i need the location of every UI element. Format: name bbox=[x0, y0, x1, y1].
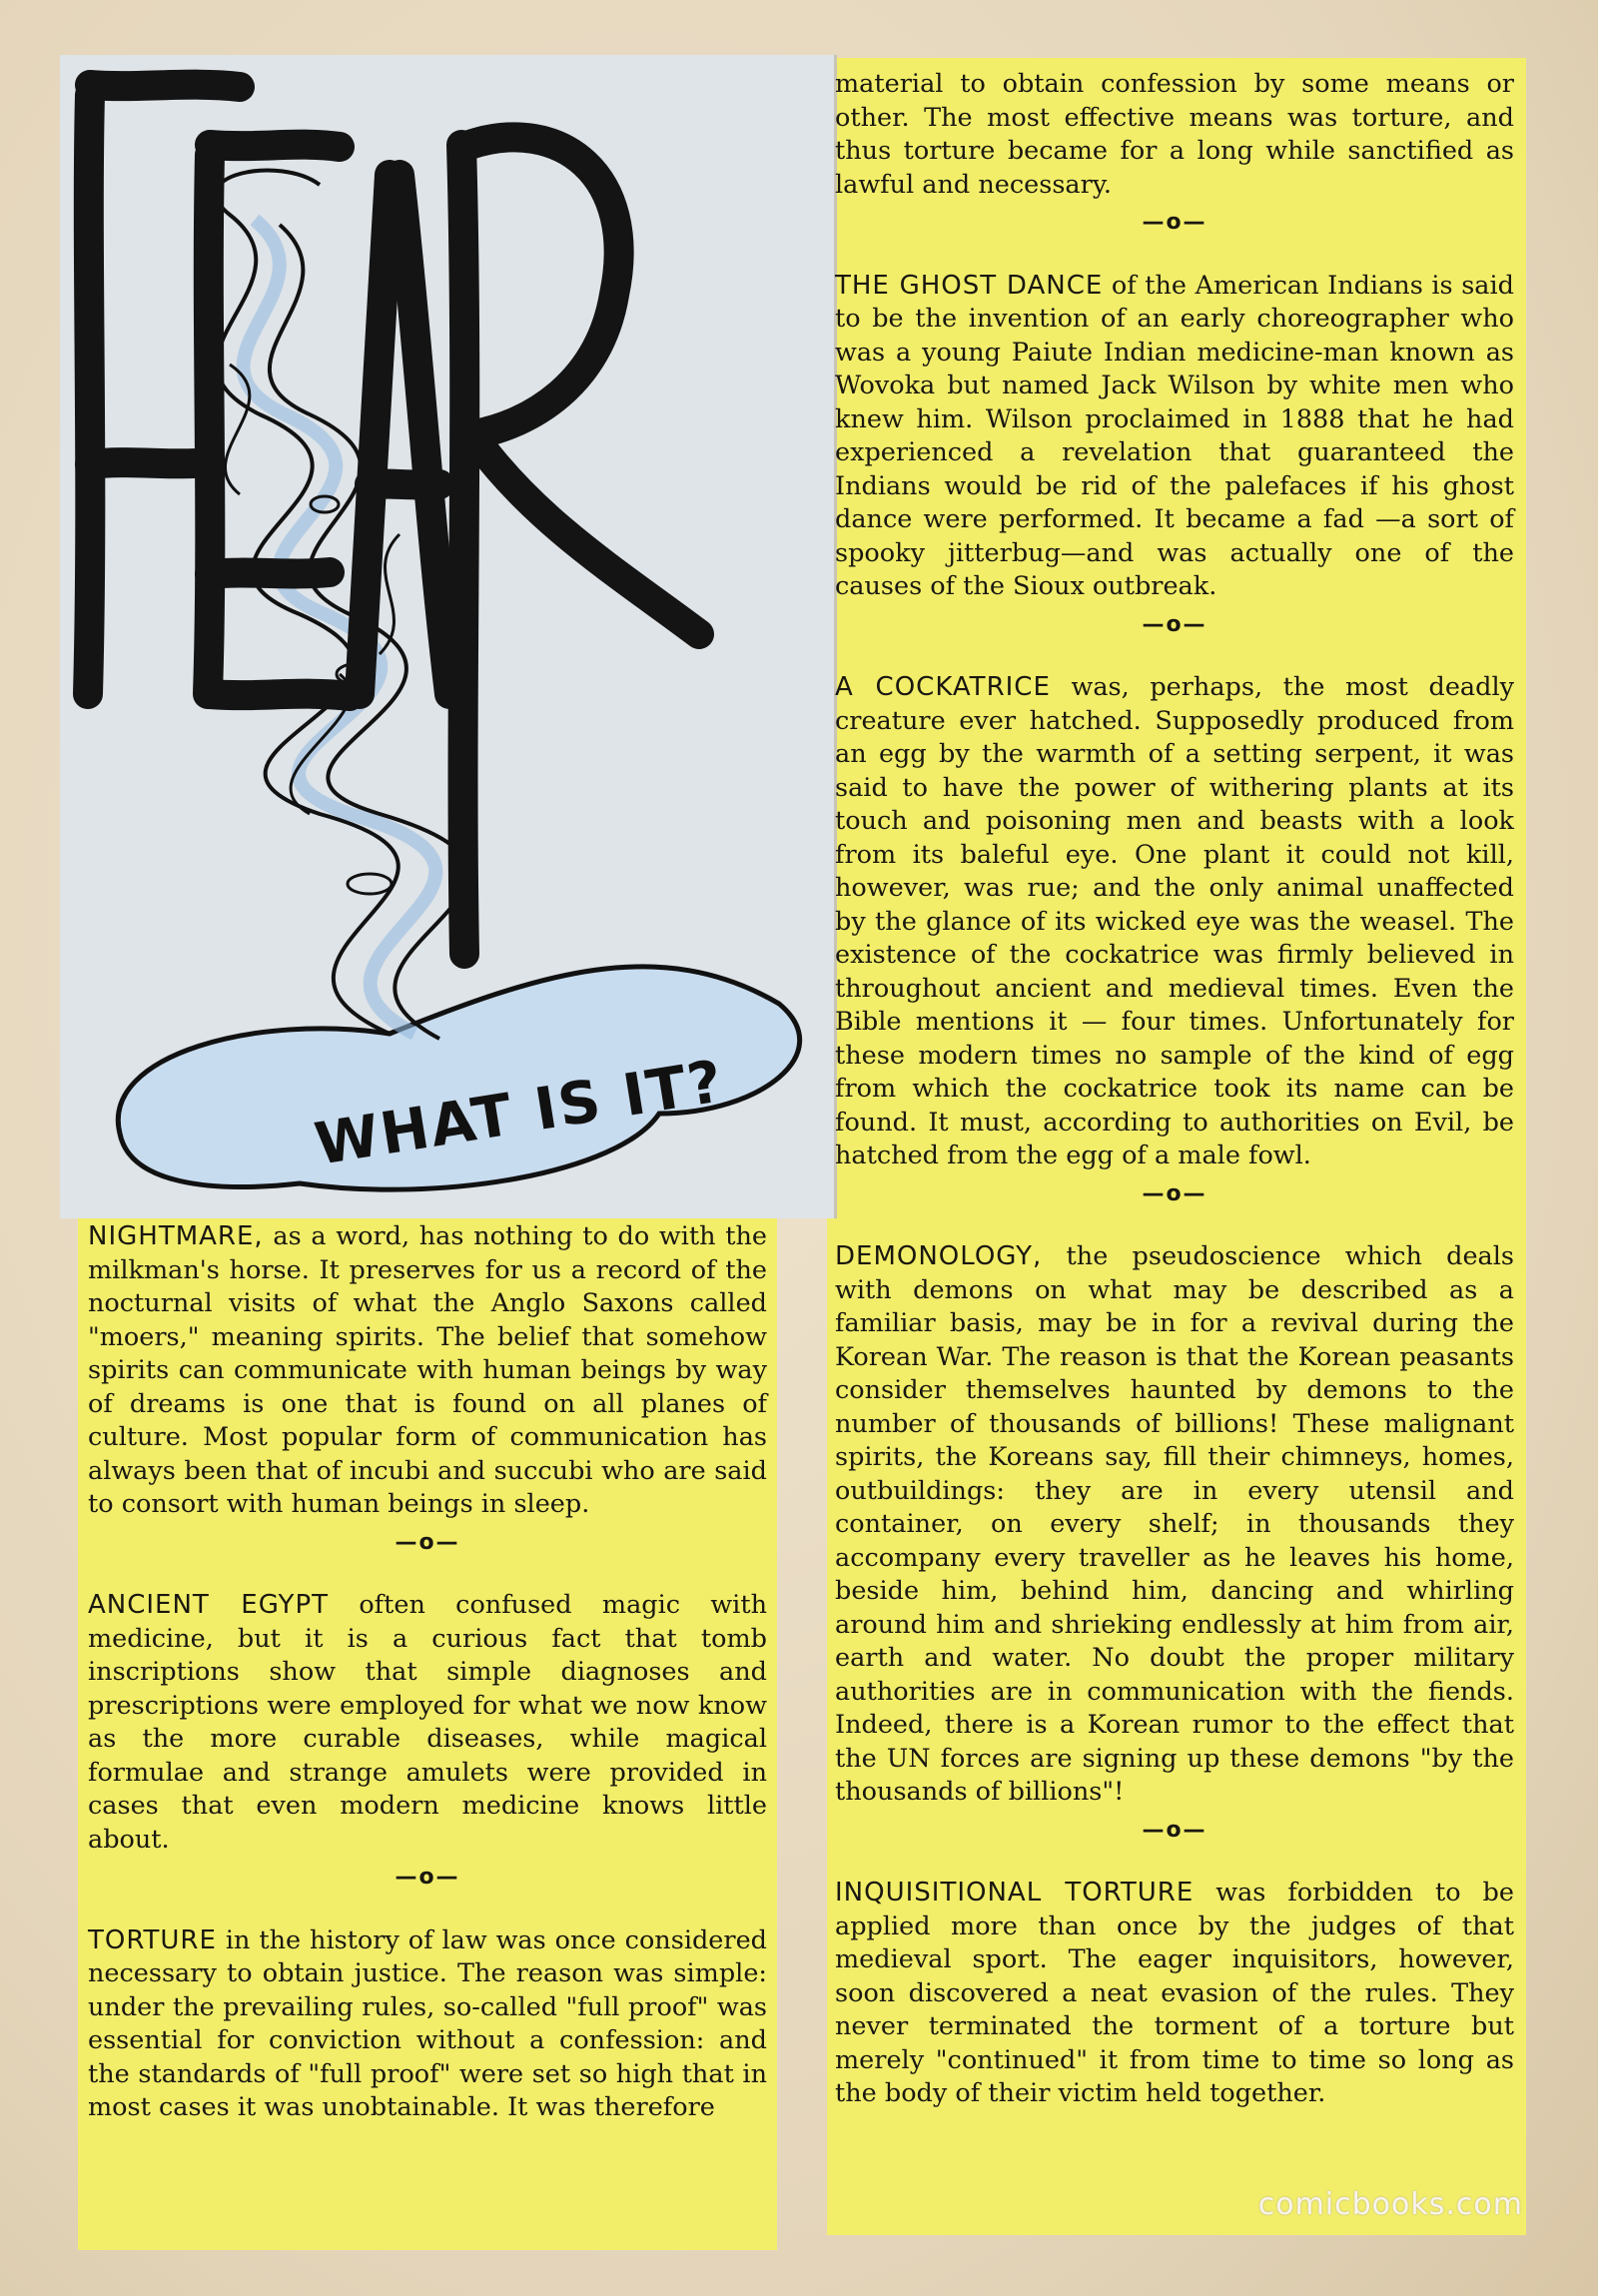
article-body: of the American Indians is said to be the invention of an early choreographer who was a young Paiute Indian medicine-man known as Wovoka but named Jack Wilson by white men who knew him. Wilson proclaimed in 1888 that he had experienced a revelation that guaranteed the Indians would be rid of the palefaces if his ghost dance were performed. It became a fad —a sort of spooky jitterbug—and was actually one of the causes of the Sioux outbreak. bbox=[835, 270, 1514, 601]
article-heading: INQUISITIONAL TORTURE bbox=[835, 1878, 1195, 1908]
article-demonology bbox=[835, 1240, 1514, 1810]
divider: —o— bbox=[1142, 1817, 1207, 1843]
article-body: in the history of law was once considered necessary to obtain justice. The reason was simple: under the prevailing rules, so-called "full proof" was essential for conviction without a confession: and the standards of "full proof" were set so high that in most cases it was unobtainable. It was therefore bbox=[88, 1924, 767, 2122]
article-heading: TORTURE bbox=[88, 1924, 217, 1955]
article-body: as a word, has nothing to do with the milkman's horse. It preserves for us a record of the nocturnal visits of what the Anglo Saxons called "moers," meaning spirits. The belief that somehow spirits can communicate with human beings by way of dreams is one that is found on all planes of culture. Most popular form of communication has always been that of incubi and succubi who are said to consort with human beings in sleep. bbox=[88, 1221, 767, 1519]
article-torture bbox=[88, 1924, 767, 2125]
article-heading: THE GHOST DANCE bbox=[835, 270, 1104, 301]
article-inquisitional-torture bbox=[835, 1877, 1514, 2111]
article-ancient-egypt bbox=[88, 1589, 767, 1857]
divider: —o— bbox=[1142, 611, 1207, 637]
title-art-panel bbox=[60, 55, 837, 1218]
article-heading: DEMONOLOGY, bbox=[835, 1241, 1043, 1271]
smoke-illustration bbox=[60, 55, 834, 1218]
article-body: was, perhaps, the most deadly creature ever hatched. Supposedly produced from an egg by the warmth of a setting serpent, it was said to have the power of withering plants at its touch and poisoning men and beasts with a look from its baleful eye. One plant it could not kill, however, was rue; and the only animal unaffected by the glance of its wicked eye was the weasel. The existence of the cockatrice was firmly believed in throughout ancient and medieval times. Even the Bible mentions it — four times. Unfortunately for these modern times no sample of the kind of egg from which the cockatrice took its name can be found. It must, according to authorities on Evil, be hatched from the egg of a male fowl. bbox=[835, 672, 1515, 1170]
subtitle: WHAT IS IT? bbox=[310, 1047, 729, 1178]
article-ghost-dance bbox=[835, 270, 1514, 604]
divider: —o— bbox=[1142, 1180, 1207, 1206]
watermark: comicbooks.com bbox=[1257, 2187, 1523, 2222]
article-heading: NIGHTMARE, bbox=[88, 1221, 264, 1251]
article-cockatrice bbox=[835, 671, 1514, 1173]
article-body: material to obtain confession by some means or other. The most effective means was torture, and thus torture became for a long while sanctified as lawful and necessary. bbox=[835, 69, 1514, 200]
article-nightmare bbox=[88, 1220, 767, 1522]
left-column bbox=[88, 1220, 767, 2125]
article-heading: A COCKATRICE bbox=[835, 672, 1051, 702]
article-torture-continued bbox=[835, 68, 1514, 202]
article-body: the pseudoscience which deals with demons on what may be described as a familiar basis, may be in for a revival during the Korean War. The reason is that the Korean peasants consider themselves haunted by demons to the number of thousands of billions! These malignant spirits, the Koreans say, fill their chimneys, homes, outbuildings: they are in every utensil and container, on every shelf; in thousands they accompany every traveller as he leaves his home, beside him, behind him, dancing and whirling around him and shrieking endlessly at him from air, earth and water. No doubt the proper military authorities are in communication with the fiends. Indeed, there is a Korean rumor to the effect that the UN forces are signing up these demons "by the thousands of billions"! bbox=[835, 1241, 1514, 1807]
article-body: was forbidden to be applied more than once by the judges of that medieval sport. The eager inquisitors, however, soon discovered a neat evasion of the rules. They never terminated the torment of a torture but merely "continued" it from time to time so long as the body of their victim held together. bbox=[835, 1878, 1514, 2108]
divider: —o— bbox=[395, 1529, 460, 1555]
article-heading: ANCIENT EGYPT bbox=[88, 1590, 330, 1620]
article-body: often confused magic with medicine, but it is a curious fact that tomb inscriptions show that simple diagnoses and prescriptions were employed for what we now know as the more curable diseases, while magical formulae and strange amulets were provided in cases that even modern medicine knows little about. bbox=[88, 1590, 767, 1855]
right-column bbox=[835, 68, 1514, 2111]
divider: —o— bbox=[1142, 210, 1207, 235]
divider: —o— bbox=[395, 1865, 460, 1890]
